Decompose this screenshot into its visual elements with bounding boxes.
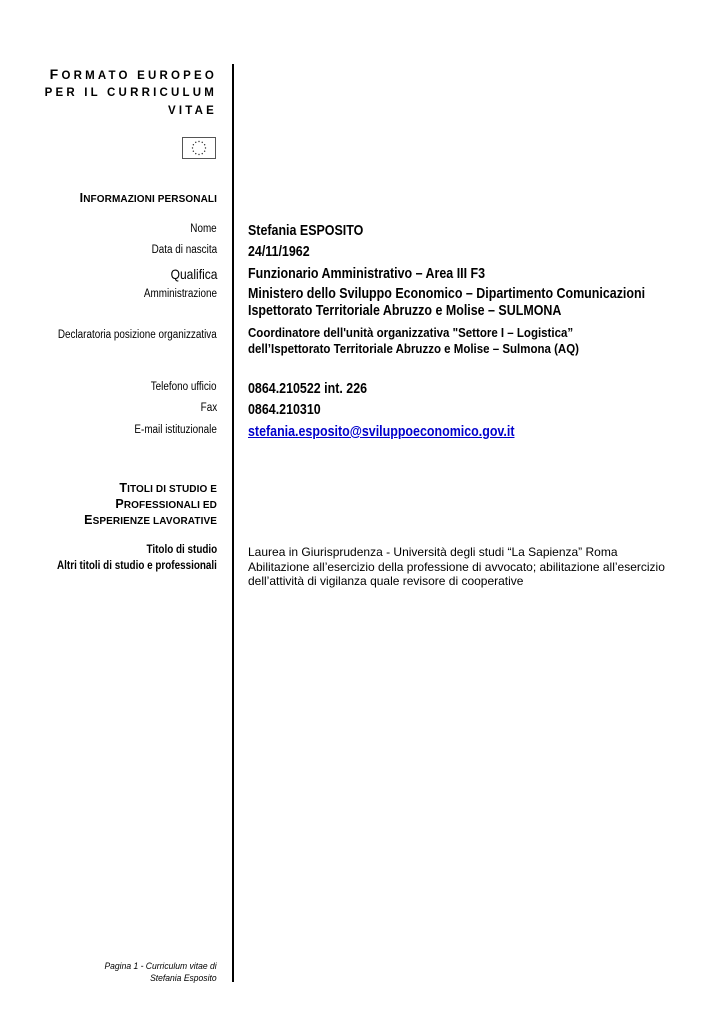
flag-star (202, 153, 203, 154)
footer-line1: Pagina 1 - Curriculum vitae di (104, 961, 217, 972)
value-declaratoria-line2: dell’Ispettorato Territoriale Abruzzo e Molise – Sulmona (AQ) (248, 342, 579, 356)
flag-star (195, 153, 196, 154)
column-divider (232, 64, 234, 982)
label-declaratoria: Declaratoria posizione organizzativa (58, 329, 217, 341)
email-link[interactable]: stefania.esposito@sviluppoeconomico.gov.it (248, 423, 515, 440)
value-declaratoria-line1: Coordinatore dell'unità organizzativa "Settore I – Logistica” (248, 326, 574, 340)
flag-star (198, 154, 199, 155)
flag-star (204, 144, 205, 145)
flag-star (204, 151, 205, 152)
label-fax: Fax (200, 402, 217, 414)
cv-title-line3: VITAE (167, 105, 217, 117)
page-footer (105, 961, 217, 985)
label-data-nascita: Data di nascita (151, 244, 217, 256)
value-telefono: 0864.210522 int. 226 (248, 380, 368, 397)
flag-star (198, 141, 199, 142)
label-qualifica: Qualifica (170, 266, 217, 282)
label-email: E-mail istituzionale (134, 424, 217, 436)
flag-star (195, 142, 196, 143)
flag-star (205, 147, 206, 148)
section-titles-line1: TITOLI DI STUDIO E (119, 481, 217, 495)
section-titles-line3: ESPERIENZE LAVORATIVE (84, 513, 217, 527)
label-amministrazione: Amministrazione (143, 288, 217, 300)
label-altri-titoli: Altri titoli di studio e professionali (57, 560, 217, 572)
flag-star (193, 151, 194, 152)
value-qualifica: Funzionario Amministrativo – Area III F3 (248, 265, 486, 282)
eu-flag-icon (182, 137, 216, 159)
label-titolo-studio: Titolo di studio (146, 544, 217, 556)
cv-title-line1: FORMATO EUROPEO (49, 66, 217, 82)
value-nome: Stefania ESPOSITO (248, 222, 364, 239)
label-nome: Nome (190, 223, 217, 235)
flag-star (192, 147, 193, 148)
value-altri-titoli-line2: dell’attività di vigilanza quale revisore di cooperative (248, 574, 524, 588)
flag-star (193, 144, 194, 145)
value-fax: 0864.210310 (248, 401, 321, 418)
cv-title-line2: PER IL CURRICULUM (44, 87, 217, 99)
value-amministrazione-line1: Ministero dello Sviluppo Economico – Dipartimento Comunicazioni (248, 285, 646, 302)
footer-line2: Stefania Esposito (150, 973, 217, 984)
value-titolo-studio: Laurea in Giurisprudenza - Università degli studi “La Sapienza” Roma (248, 545, 618, 559)
flag-star (202, 142, 203, 143)
section-personal-info: INFORMAZIONI PERSONALI (79, 191, 217, 205)
value-amministrazione-line2: Ispettorato Territoriale Abruzzo e Molise – SULMONA (248, 302, 562, 319)
value-data-nascita: 24/11/1962 (248, 243, 310, 260)
label-telefono: Telefono ufficio (151, 381, 217, 393)
value-altri-titoli-line1: Abilitazione all’esercizio della professione di avvocato; abilitazione all’esercizio (248, 560, 665, 574)
value-email (248, 423, 514, 440)
section-titles-line2: PROFESSIONALI ED (115, 497, 217, 511)
